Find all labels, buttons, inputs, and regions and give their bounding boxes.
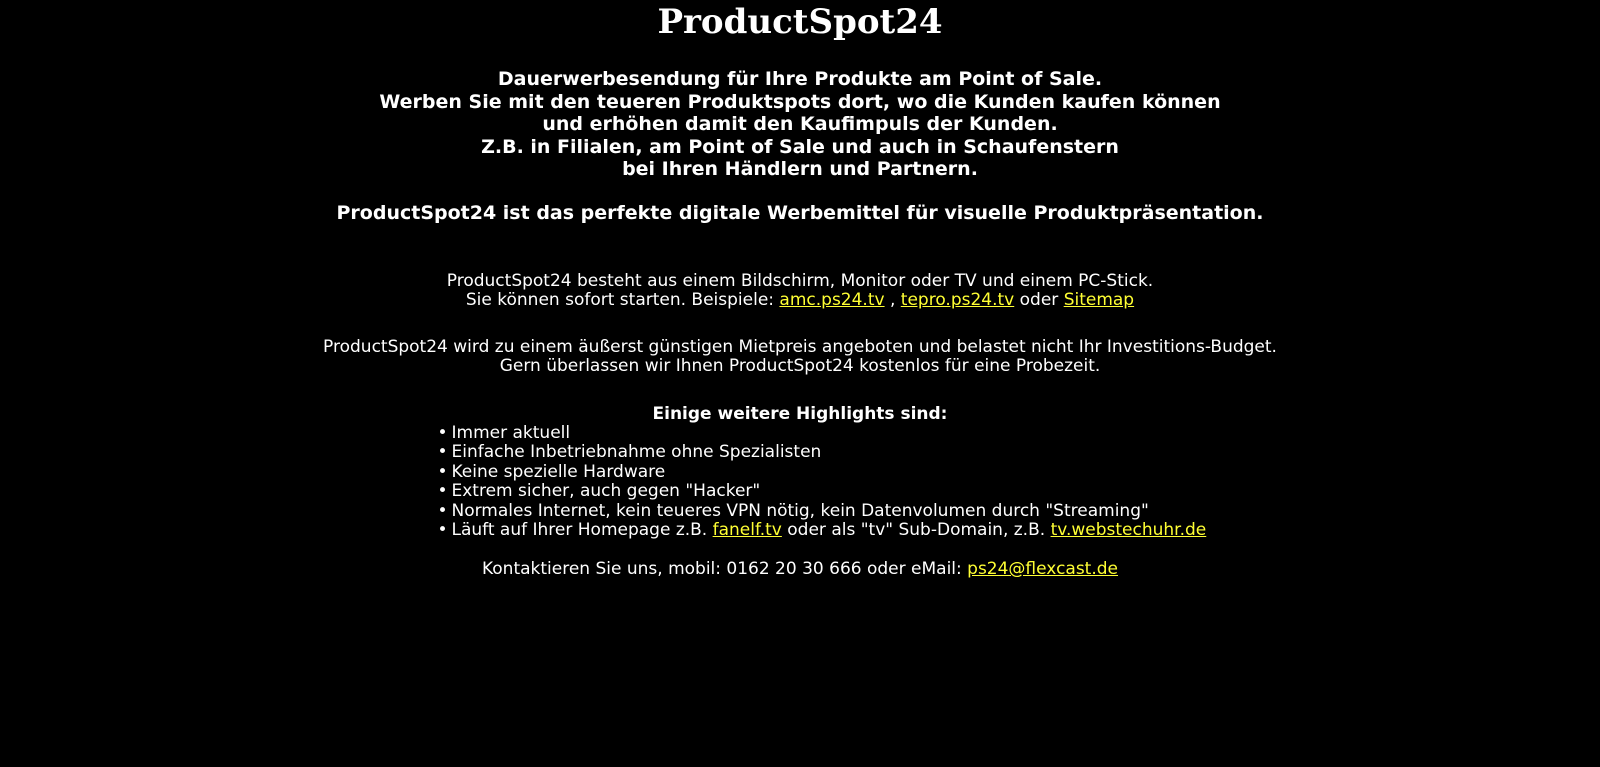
list-item-label: Immer aktuell <box>451 422 571 443</box>
pricing-line-1: ProductSpot24 wird zu einem äußerst günstigen Mietpreis angeboten und belastet nicht Ihr Investitions-Budget. <box>323 336 1277 357</box>
list-item-label: Extrem sicher, auch gegen "Hacker" <box>451 481 761 502</box>
description-paragraph-1 <box>0 272 1600 310</box>
link-fanelf-tv[interactable]: fanelf.tv <box>712 520 782 541</box>
examples-prefix: Sie können sofort starten. Beispiele: <box>465 289 780 310</box>
lead-line-3: und erhöhen damit den Kaufimpuls der Kunden. <box>542 113 1058 135</box>
link-tv-webstechuhr-de[interactable]: tv.webstechuhr.de <box>1050 520 1207 541</box>
list-item-label: Einfache Inbetriebnahme ohne Spezialisten <box>451 442 822 463</box>
list-item <box>437 520 1207 541</box>
bullet-icon: • <box>437 442 448 463</box>
contact-prefix: Kontaktieren Sie uns, mobil: 0162 20 30 666 oder eMail: <box>481 559 968 580</box>
list-item <box>438 463 1173 483</box>
bullet-icon: • <box>437 481 448 502</box>
description-line-2 <box>0 291 1600 310</box>
bullet-icon: • <box>437 500 448 521</box>
description-line-1: ProductSpot24 besteht aus einem Bildschirm, Monitor oder TV und einem PC-Stick. <box>446 270 1154 291</box>
link-amc-ps24-tv[interactable]: amc.ps24.tv <box>779 289 885 310</box>
lead-paragraph <box>0 68 1600 181</box>
list-item-label: Normales Internet, kein teueres VPN nötig, kein Datenvolumen durch "Streaming" <box>451 500 1149 521</box>
list-item <box>438 482 1173 502</box>
list-item <box>438 443 1173 463</box>
list-item <box>438 424 1173 444</box>
lead-line-4: Z.B. in Filialen, am Point of Sale und auch in Schaufenstern <box>481 135 1119 158</box>
bullet-icon: • <box>437 422 448 443</box>
lead-line-1: Dauerwerbesendung für Ihre Produkte am Point of Sale. <box>497 68 1103 90</box>
lead-line-2: Werben Sie mit den teueren Produktspots dort, wo die Kunden kaufen können <box>379 90 1221 113</box>
lead-line-5: bei Ihren Händlern und Partnern. <box>622 158 978 180</box>
highlights-list <box>428 422 1207 542</box>
separator-1: , <box>884 289 901 310</box>
highlights-title: Einige weitere Highlights sind: <box>652 403 948 424</box>
list-item-label: Keine spezielle Hardware <box>451 461 666 482</box>
separator-2: oder <box>1014 289 1064 310</box>
link-tepro-ps24-tv[interactable]: tepro.ps24.tv <box>900 289 1015 310</box>
pricing-line-2: Gern überlassen wir Ihnen ProductSpot24 kostenlos für eine Probezeit. <box>499 355 1101 376</box>
tagline: ProductSpot24 ist das perfekte digitale Werbemittel für visuelle Produktpräsentation. <box>336 201 1264 224</box>
link-sitemap[interactable]: Sitemap <box>1063 289 1135 310</box>
list-item <box>438 502 1173 522</box>
list-item-label-prefix: Läuft auf Ihrer Homepage z.B. <box>451 520 713 541</box>
link-email-ps24[interactable]: ps24@flexcast.de <box>967 559 1119 580</box>
bullet-icon: • <box>437 461 448 482</box>
contact-line <box>0 560 1600 579</box>
bullet-icon: • <box>437 520 448 541</box>
description-paragraph-2 <box>0 338 1600 376</box>
page-title: ProductSpot24 <box>657 2 943 42</box>
list-item-label-middle: oder als "tv" Sub-Domain, z.B. <box>781 520 1051 541</box>
